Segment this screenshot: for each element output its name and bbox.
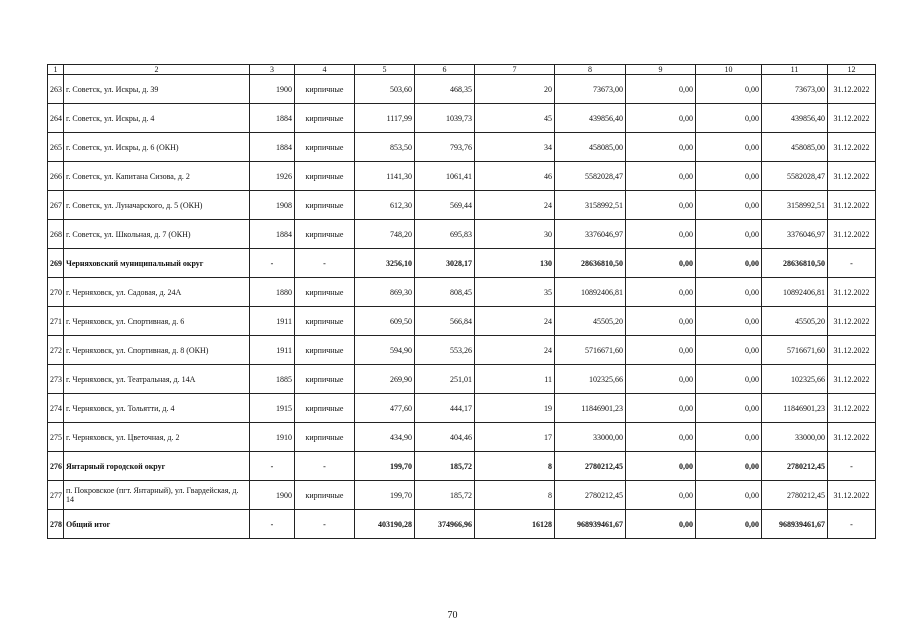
owner-funds-cell: 28636810,50 [762, 249, 828, 278]
total-cost-cell: 33000,00 [555, 423, 626, 452]
table-row [48, 162, 876, 191]
owner-funds-cell: 45505,20 [762, 307, 828, 336]
header-cell: 7 [475, 65, 555, 75]
completion-date-cell: 31.12.2022 [828, 423, 876, 452]
total-area-cell: 594,90 [355, 336, 415, 365]
owner-funds-cell: 2780212,45 [762, 452, 828, 481]
wall-material-cell: кирпичные [295, 336, 355, 365]
total-cost-cell: 10892406,81 [555, 278, 626, 307]
residents-count-cell: 130 [475, 249, 555, 278]
total-area-cell: 609,50 [355, 307, 415, 336]
build-year-cell: 1908 [250, 191, 295, 220]
total-area-cell: 269,90 [355, 365, 415, 394]
header-cell: 5 [355, 65, 415, 75]
owner-funds-cell: 33000,00 [762, 423, 828, 452]
residents-count-cell: 16128 [475, 510, 555, 539]
federal-funds-cell: 0,00 [626, 307, 696, 336]
row-number-cell: 272 [48, 336, 64, 365]
residents-count-cell: 45 [475, 104, 555, 133]
residents-count-cell: 20 [475, 75, 555, 104]
living-area-cell: 468,35 [415, 75, 475, 104]
total-cost-cell: 45505,20 [555, 307, 626, 336]
header-cell: 11 [762, 65, 828, 75]
living-area-cell: 695,83 [415, 220, 475, 249]
completion-date-cell: - [828, 510, 876, 539]
row-number-cell: 278 [48, 510, 64, 539]
table-row [48, 75, 876, 104]
federal-funds-cell: 0,00 [626, 510, 696, 539]
row-number-cell: 273 [48, 365, 64, 394]
header-cell: 2 [64, 65, 250, 75]
address-cell: Черняховский муниципальный округ [64, 249, 250, 278]
residents-count-cell: 35 [475, 278, 555, 307]
table-row [48, 307, 876, 336]
build-year-cell: 1880 [250, 278, 295, 307]
total-area-cell: 853,50 [355, 133, 415, 162]
total-area-cell: 748,20 [355, 220, 415, 249]
regional-funds-cell: 0,00 [696, 220, 762, 249]
regional-funds-cell: 0,00 [696, 191, 762, 220]
build-year-cell: 1884 [250, 220, 295, 249]
address-cell: Общий итог [64, 510, 250, 539]
completion-date-cell: 31.12.2022 [828, 365, 876, 394]
owner-funds-cell: 10892406,81 [762, 278, 828, 307]
wall-material-cell: кирпичные [295, 191, 355, 220]
address-cell: г. Черняховск, ул. Спортивная, д. 6 [64, 307, 250, 336]
total-cost-cell: 2780212,45 [555, 452, 626, 481]
row-number-cell: 265 [48, 133, 64, 162]
address-cell: п. Покровское (пгт. Янтарный), ул. Гвардейская, д. 14 [64, 481, 250, 510]
row-number-cell: 268 [48, 220, 64, 249]
table-row [48, 278, 876, 307]
regional-funds-cell: 0,00 [696, 423, 762, 452]
build-year-cell: 1900 [250, 75, 295, 104]
address-cell: г. Советск, ул. Школьная, д. 7 (ОКН) [64, 220, 250, 249]
federal-funds-cell: 0,00 [626, 423, 696, 452]
page-number: 70 [447, 610, 458, 621]
owner-funds-cell: 5716671,60 [762, 336, 828, 365]
table-row [48, 452, 876, 481]
address-cell: г. Черняховск, ул. Театральная, д. 14А [64, 365, 250, 394]
residents-count-cell: 8 [475, 452, 555, 481]
table-row [48, 365, 876, 394]
row-number-cell: 270 [48, 278, 64, 307]
completion-date-cell: 31.12.2022 [828, 394, 876, 423]
build-year-cell: - [250, 452, 295, 481]
total-area-cell: 1141,30 [355, 162, 415, 191]
wall-material-cell: кирпичные [295, 423, 355, 452]
federal-funds-cell: 0,00 [626, 452, 696, 481]
regional-funds-cell: 0,00 [696, 336, 762, 365]
wall-material-cell: кирпичные [295, 162, 355, 191]
total-cost-cell: 968939461,67 [555, 510, 626, 539]
row-number-cell: 271 [48, 307, 64, 336]
owner-funds-cell: 2780212,45 [762, 481, 828, 510]
living-area-cell: 374966,96 [415, 510, 475, 539]
living-area-cell: 3028,17 [415, 249, 475, 278]
living-area-cell: 553,26 [415, 336, 475, 365]
header-cell: 4 [295, 65, 355, 75]
wall-material-cell: кирпичные [295, 365, 355, 394]
regional-funds-cell: 0,00 [696, 481, 762, 510]
total-area-cell: 503,60 [355, 75, 415, 104]
completion-date-cell: 31.12.2022 [828, 133, 876, 162]
total-cost-cell: 3158992,51 [555, 191, 626, 220]
living-area-cell: 185,72 [415, 452, 475, 481]
address-cell: г. Советск, ул. Капитана Сизова, д. 2 [64, 162, 250, 191]
header-cell: 9 [626, 65, 696, 75]
row-number-cell: 266 [48, 162, 64, 191]
regional-funds-cell: 0,00 [696, 75, 762, 104]
total-cost-cell: 5716671,60 [555, 336, 626, 365]
living-area-cell: 1061,41 [415, 162, 475, 191]
build-year-cell: 1911 [250, 336, 295, 365]
residents-count-cell: 46 [475, 162, 555, 191]
address-cell: г. Черняховск, ул. Садовая, д. 24А [64, 278, 250, 307]
owner-funds-cell: 3158992,51 [762, 191, 828, 220]
address-cell: г. Советск, ул. Искры, д. 6 (ОКН) [64, 133, 250, 162]
build-year-cell: 1900 [250, 481, 295, 510]
regional-funds-cell: 0,00 [696, 278, 762, 307]
residents-count-cell: 24 [475, 336, 555, 365]
owner-funds-cell: 458085,00 [762, 133, 828, 162]
table-row [48, 191, 876, 220]
total-area-cell: 612,30 [355, 191, 415, 220]
residents-count-cell: 17 [475, 423, 555, 452]
total-area-cell: 477,60 [355, 394, 415, 423]
build-year-cell: 1885 [250, 365, 295, 394]
total-area-cell: 403190,28 [355, 510, 415, 539]
address-cell: Янтарный городской округ [64, 452, 250, 481]
residents-count-cell: 8 [475, 481, 555, 510]
wall-material-cell: кирпичные [295, 394, 355, 423]
living-area-cell: 569,44 [415, 191, 475, 220]
regional-funds-cell: 0,00 [696, 394, 762, 423]
row-number-cell: 277 [48, 481, 64, 510]
table-row [48, 481, 876, 510]
wall-material-cell: кирпичные [295, 133, 355, 162]
row-number-cell: 275 [48, 423, 64, 452]
regional-funds-cell: 0,00 [696, 510, 762, 539]
wall-material-cell: кирпичные [295, 307, 355, 336]
row-number-cell: 269 [48, 249, 64, 278]
header-cell: 3 [250, 65, 295, 75]
build-year-cell: 1884 [250, 104, 295, 133]
table-row [48, 249, 876, 278]
federal-funds-cell: 0,00 [626, 191, 696, 220]
owner-funds-cell: 3376046,97 [762, 220, 828, 249]
living-area-cell: 793,76 [415, 133, 475, 162]
regional-funds-cell: 0,00 [696, 249, 762, 278]
completion-date-cell: 31.12.2022 [828, 278, 876, 307]
row-number-cell: 274 [48, 394, 64, 423]
row-number-cell: 264 [48, 104, 64, 133]
build-year-cell: 1911 [250, 307, 295, 336]
row-number-cell: 276 [48, 452, 64, 481]
completion-date-cell: 31.12.2022 [828, 162, 876, 191]
build-year-cell: - [250, 249, 295, 278]
header-cell: 8 [555, 65, 626, 75]
header-cell: 12 [828, 65, 876, 75]
address-cell: г. Советск, ул. Искры, д. 39 [64, 75, 250, 104]
residents-count-cell: 24 [475, 191, 555, 220]
wall-material-cell: - [295, 452, 355, 481]
regional-funds-cell: 0,00 [696, 133, 762, 162]
address-cell: г. Черняховск, ул. Цветочная, д. 2 [64, 423, 250, 452]
federal-funds-cell: 0,00 [626, 278, 696, 307]
total-cost-cell: 28636810,50 [555, 249, 626, 278]
federal-funds-cell: 0,00 [626, 220, 696, 249]
build-year-cell: 1884 [250, 133, 295, 162]
owner-funds-cell: 102325,66 [762, 365, 828, 394]
owner-funds-cell: 73673,00 [762, 75, 828, 104]
address-cell: г. Советск, ул. Искры, д. 4 [64, 104, 250, 133]
table-row [48, 104, 876, 133]
regional-funds-cell: 0,00 [696, 452, 762, 481]
residents-count-cell: 11 [475, 365, 555, 394]
completion-date-cell: 31.12.2022 [828, 481, 876, 510]
owner-funds-cell: 968939461,67 [762, 510, 828, 539]
header-cell: 1 [48, 65, 64, 75]
regional-funds-cell: 0,00 [696, 104, 762, 133]
federal-funds-cell: 0,00 [626, 249, 696, 278]
completion-date-cell: - [828, 249, 876, 278]
total-cost-cell: 2780212,45 [555, 481, 626, 510]
total-cost-cell: 458085,00 [555, 133, 626, 162]
total-cost-cell: 102325,66 [555, 365, 626, 394]
living-area-cell: 1039,73 [415, 104, 475, 133]
address-cell: г. Черняховск, ул. Спортивная, д. 8 (ОКН) [64, 336, 250, 365]
living-area-cell: 251,01 [415, 365, 475, 394]
table-row [48, 336, 876, 365]
build-year-cell: - [250, 510, 295, 539]
wall-material-cell: - [295, 510, 355, 539]
wall-material-cell: кирпичные [295, 278, 355, 307]
row-number-cell: 263 [48, 75, 64, 104]
completion-date-cell: 31.12.2022 [828, 75, 876, 104]
completion-date-cell: 31.12.2022 [828, 336, 876, 365]
total-cost-cell: 439856,40 [555, 104, 626, 133]
federal-funds-cell: 0,00 [626, 133, 696, 162]
completion-date-cell: 31.12.2022 [828, 191, 876, 220]
table-row [48, 423, 876, 452]
wall-material-cell: кирпичные [295, 75, 355, 104]
completion-date-cell: - [828, 452, 876, 481]
total-area-cell: 3256,10 [355, 249, 415, 278]
federal-funds-cell: 0,00 [626, 104, 696, 133]
total-cost-cell: 11846901,23 [555, 394, 626, 423]
wall-material-cell: кирпичные [295, 104, 355, 133]
table-row [48, 510, 876, 539]
federal-funds-cell: 0,00 [626, 75, 696, 104]
row-number-cell: 267 [48, 191, 64, 220]
column-number-header-row [48, 65, 876, 75]
regional-funds-cell: 0,00 [696, 365, 762, 394]
table-row [48, 220, 876, 249]
federal-funds-cell: 0,00 [626, 162, 696, 191]
wall-material-cell: - [295, 249, 355, 278]
owner-funds-cell: 439856,40 [762, 104, 828, 133]
housing-register-table [47, 64, 876, 539]
living-area-cell: 808,45 [415, 278, 475, 307]
address-cell: г. Советск, ул. Луначарского, д. 5 (ОКН) [64, 191, 250, 220]
living-area-cell: 566,84 [415, 307, 475, 336]
federal-funds-cell: 0,00 [626, 394, 696, 423]
residents-count-cell: 34 [475, 133, 555, 162]
regional-funds-cell: 0,00 [696, 162, 762, 191]
total-area-cell: 199,70 [355, 452, 415, 481]
residents-count-cell: 19 [475, 394, 555, 423]
completion-date-cell: 31.12.2022 [828, 104, 876, 133]
address-cell: г. Черняховск, ул. Тольятти, д. 4 [64, 394, 250, 423]
residents-count-cell: 24 [475, 307, 555, 336]
owner-funds-cell: 11846901,23 [762, 394, 828, 423]
federal-funds-cell: 0,00 [626, 336, 696, 365]
living-area-cell: 444,17 [415, 394, 475, 423]
regional-funds-cell: 0,00 [696, 307, 762, 336]
wall-material-cell: кирпичные [295, 481, 355, 510]
completion-date-cell: 31.12.2022 [828, 307, 876, 336]
federal-funds-cell: 0,00 [626, 365, 696, 394]
header-cell: 10 [696, 65, 762, 75]
total-cost-cell: 73673,00 [555, 75, 626, 104]
table-row [48, 133, 876, 162]
living-area-cell: 185,72 [415, 481, 475, 510]
build-year-cell: 1926 [250, 162, 295, 191]
build-year-cell: 1910 [250, 423, 295, 452]
completion-date-cell: 31.12.2022 [828, 220, 876, 249]
wall-material-cell: кирпичные [295, 220, 355, 249]
build-year-cell: 1915 [250, 394, 295, 423]
total-area-cell: 1117,99 [355, 104, 415, 133]
total-area-cell: 199,70 [355, 481, 415, 510]
federal-funds-cell: 0,00 [626, 481, 696, 510]
table-row [48, 394, 876, 423]
living-area-cell: 404,46 [415, 423, 475, 452]
total-area-cell: 869,30 [355, 278, 415, 307]
total-cost-cell: 5582028,47 [555, 162, 626, 191]
header-cell: 6 [415, 65, 475, 75]
owner-funds-cell: 5582028,47 [762, 162, 828, 191]
residents-count-cell: 30 [475, 220, 555, 249]
total-cost-cell: 3376046,97 [555, 220, 626, 249]
total-area-cell: 434,90 [355, 423, 415, 452]
